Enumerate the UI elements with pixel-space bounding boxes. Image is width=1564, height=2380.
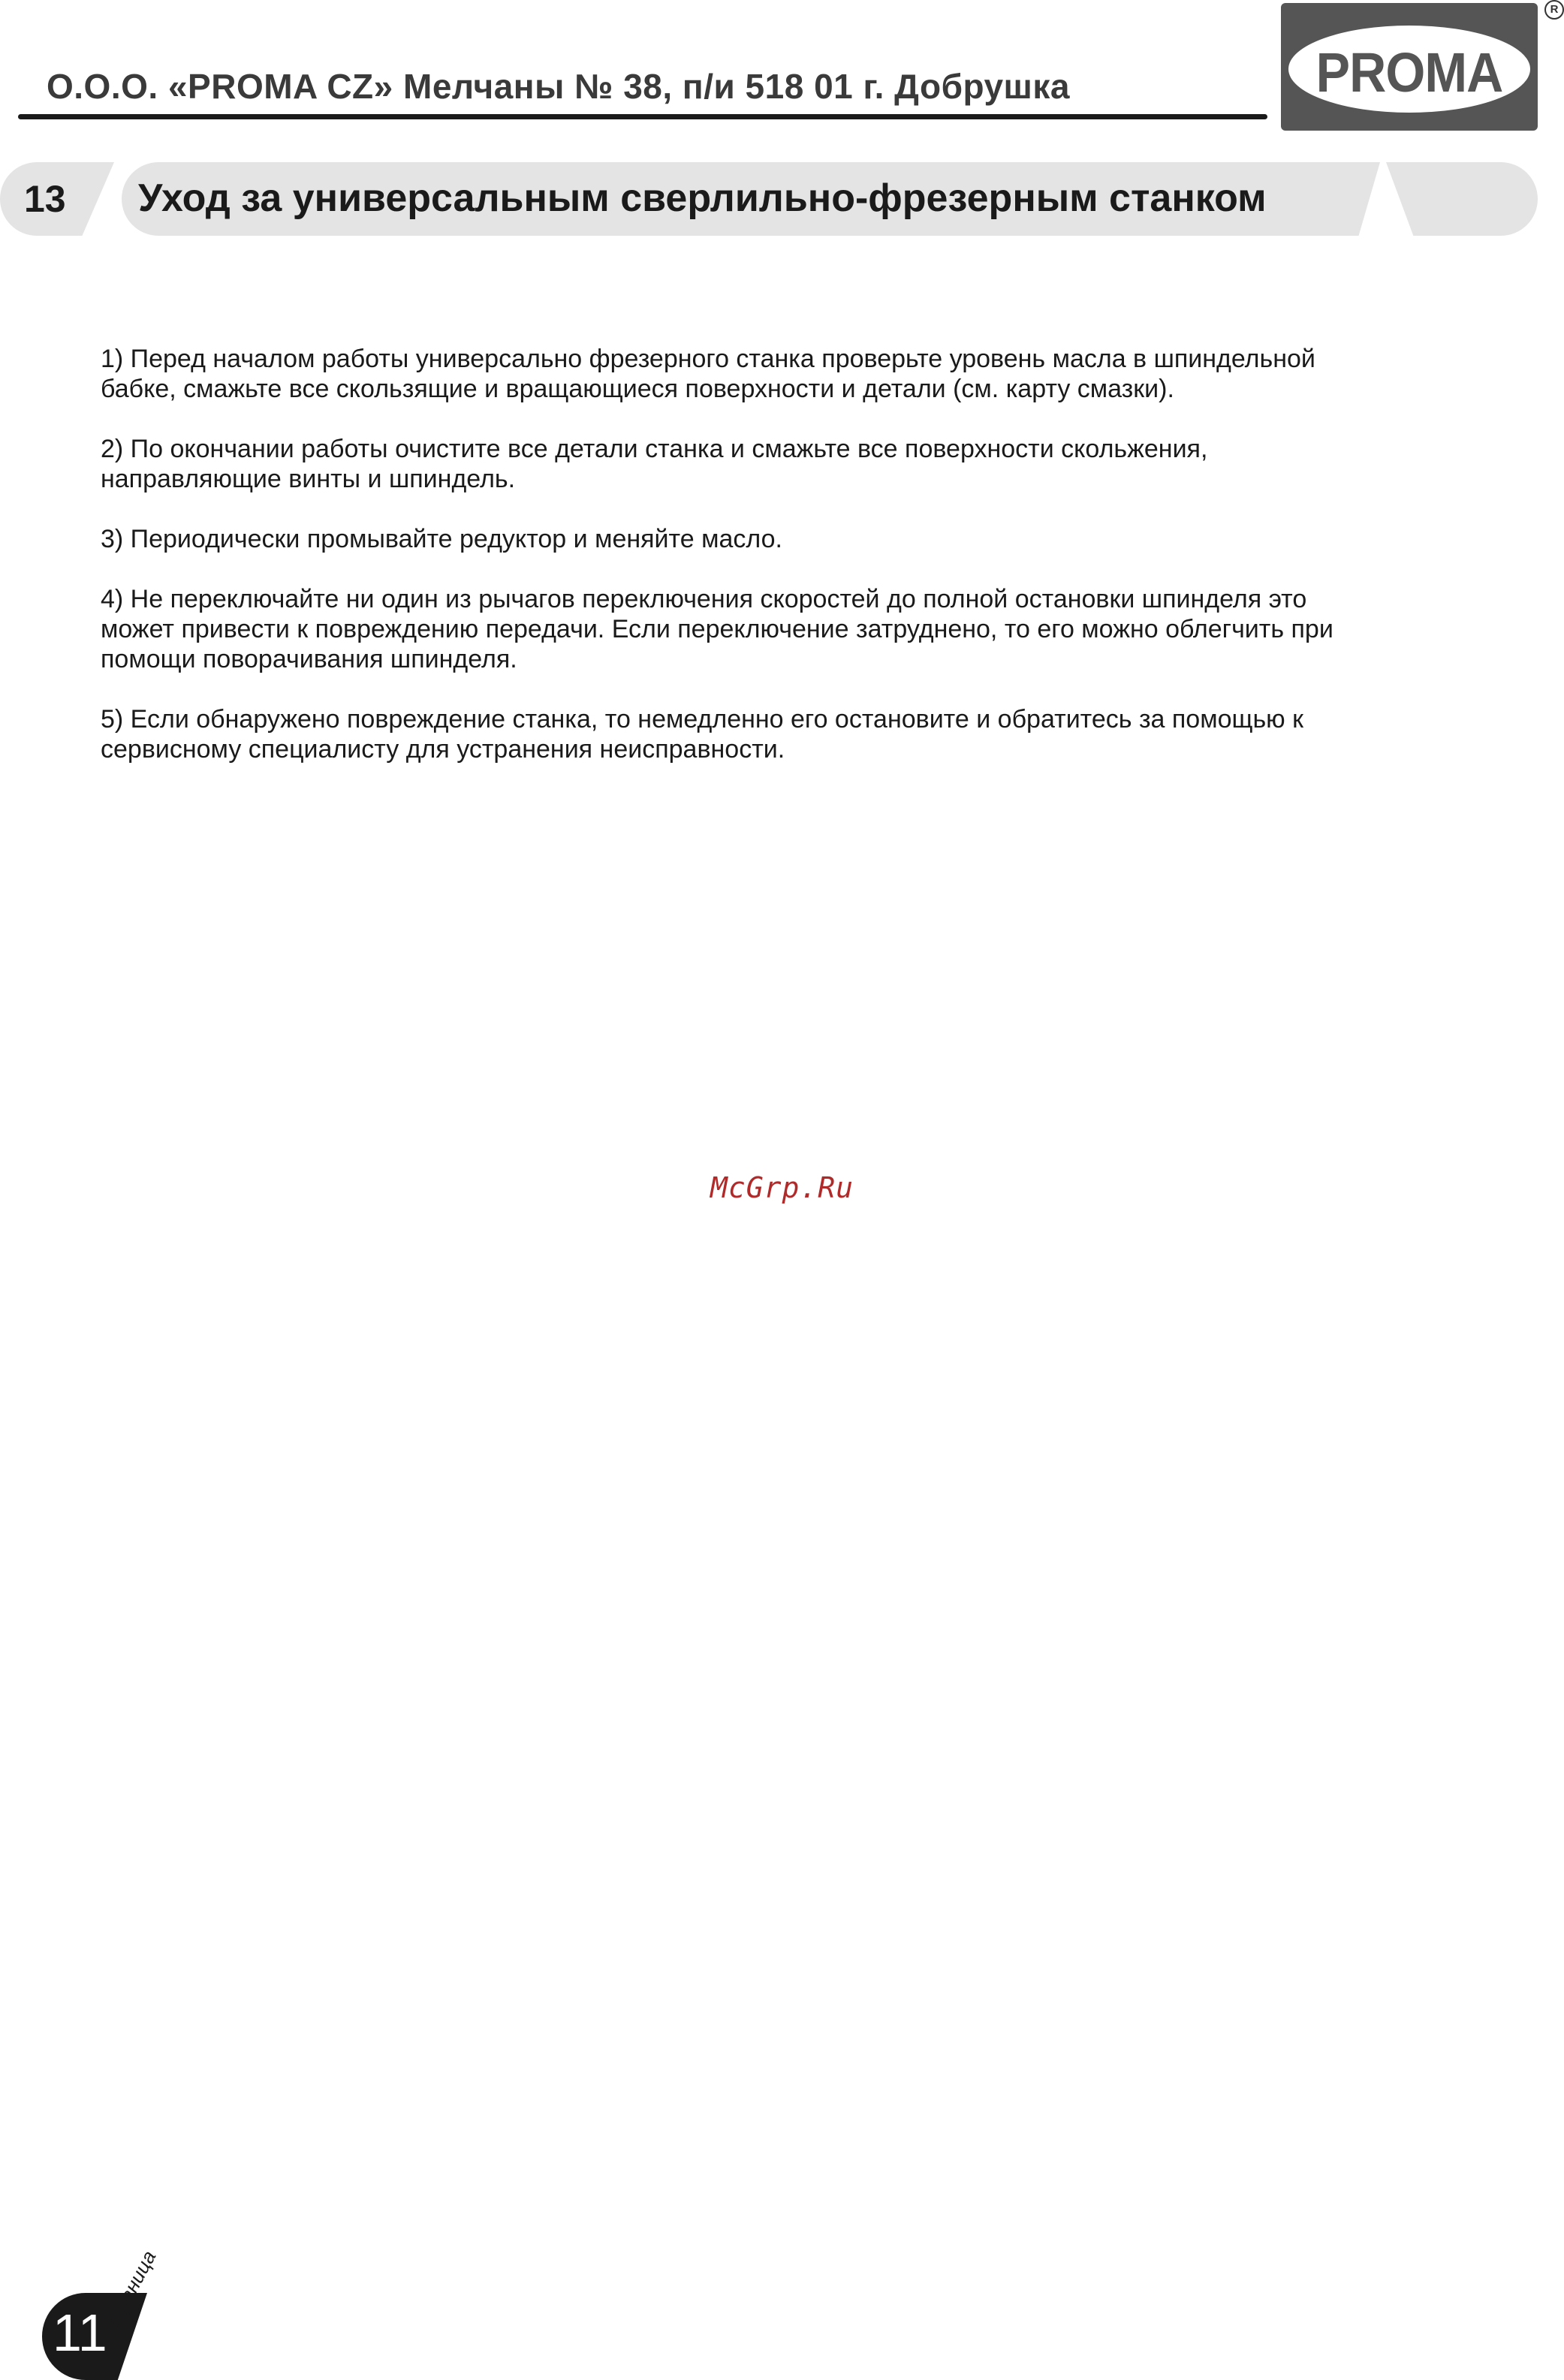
- section-number: 13: [24, 178, 66, 220]
- instruction-paragraph: 1) Перед началом работы универсально фрезерного станка проверьте уровень масла в шпиндельной бабке, смажьте все скользящие и вращающиеся поверхности и детали (см. карту смазки).: [101, 345, 1315, 403]
- company-address: О.О.О. «PROMA CZ» Мелчаны № 38, п/и 518 01 г. Добрушка: [47, 67, 1070, 106]
- header-divider: [18, 114, 1267, 119]
- section-title: Уход за универсальным сверлильно-фрезерным станком: [138, 176, 1267, 220]
- section-banner-end: [1386, 162, 1538, 236]
- proma-logo: [1281, 3, 1538, 131]
- instruction-paragraph: 4) Не переключайте ни один из рычагов переключения скоростей до полной остановки шпинделя это может привести к повреждению передачи. Если переключение затруднено, то его можно облегчить при помощи поворачивания шпинделя.: [101, 585, 1333, 673]
- registered-trademark-icon: R: [1544, 0, 1564, 20]
- maintenance-instructions: [101, 344, 1452, 794]
- watermark-text: McGrp.Ru: [710, 1171, 854, 1204]
- logo-text: PROMA: [1315, 41, 1503, 104]
- page-label: страница: [98, 2246, 161, 2339]
- instruction-paragraph: 5) Если обнаружено повреждение станка, то немедленно его остановите и обратитесь за помощью к сервисному специалисту для устранения неисправности.: [101, 705, 1304, 764]
- instruction-paragraph: 2) По окончании работы очистите все детали станка и смажьте все поверхности скольжения, направляющие винты и шпиндель.: [101, 435, 1208, 493]
- page-number: 11: [53, 2303, 107, 2362]
- instruction-paragraph: 3) Периодически промывайте редуктор и меняйте масло.: [101, 525, 782, 553]
